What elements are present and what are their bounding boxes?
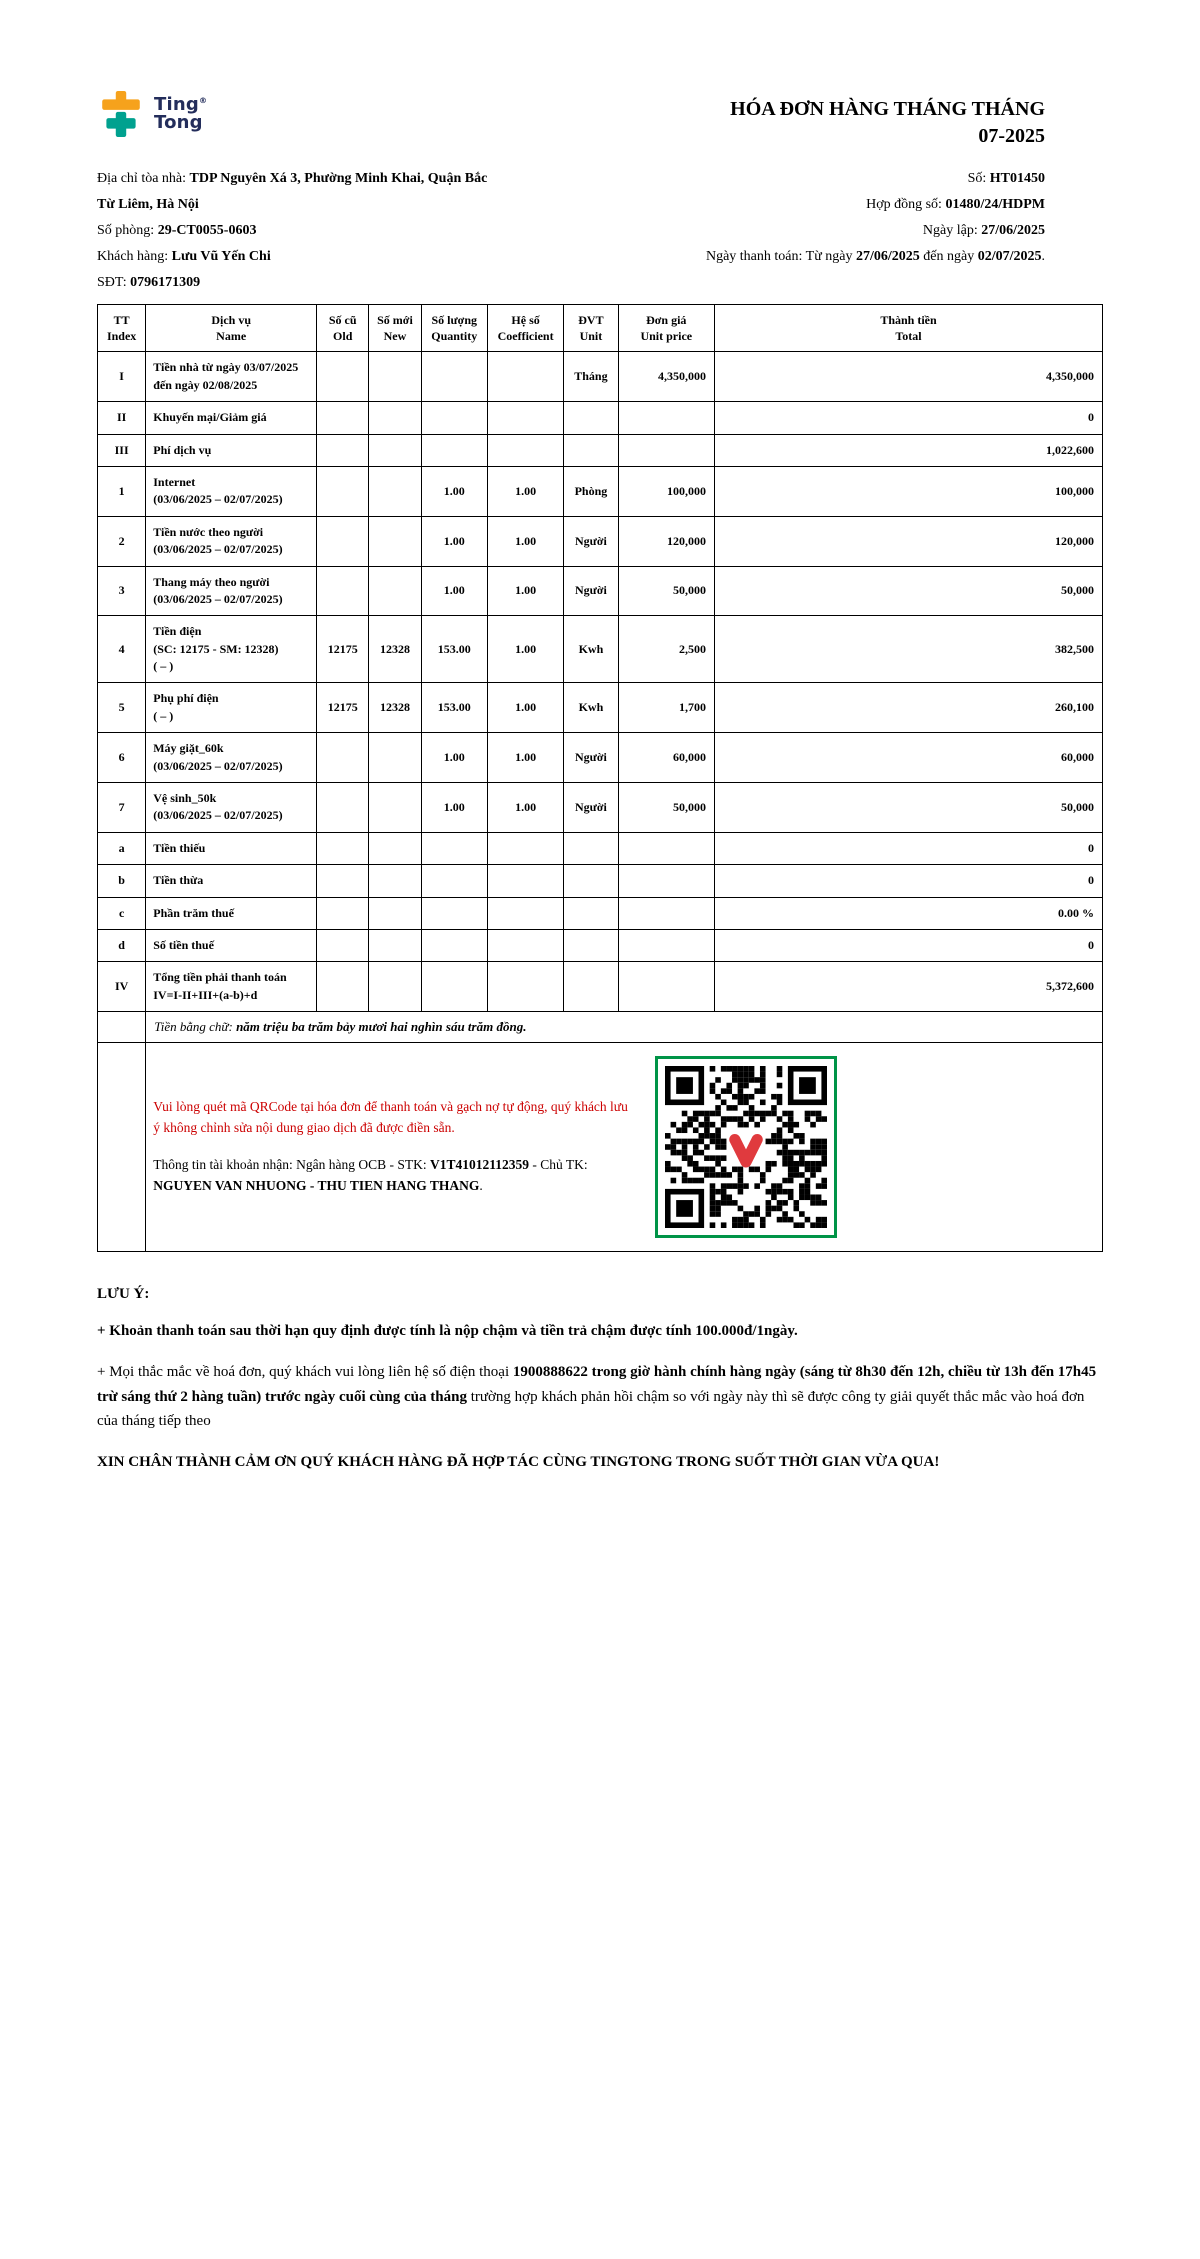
cell-num <box>317 434 369 466</box>
cell-tt: 6 <box>98 733 146 783</box>
table-row <box>98 566 1103 616</box>
table-row <box>98 832 1103 864</box>
cell-num: 1.00 <box>421 783 487 833</box>
cell-name: Tiền nhà từ ngày 03/07/2025 đến ngày 02/08/2025 <box>146 352 317 402</box>
cell-unit: Người <box>564 733 618 783</box>
cell-total: 0.00 % <box>715 897 1103 929</box>
cell-num <box>369 733 421 783</box>
cell-num: 12328 <box>369 683 421 733</box>
cell-unit: Người <box>564 783 618 833</box>
brand-line-1: Ting® <box>154 93 208 115</box>
table-header <box>98 305 1103 352</box>
cell-name: Số tiền thuế <box>146 929 317 961</box>
column-header: Số mới New <box>369 305 421 352</box>
info-line: Hợp đồng số: 01480/24/HDPM <box>866 197 1045 212</box>
cell-tt: d <box>98 929 146 961</box>
header-right <box>507 166 1103 296</box>
cell-total: 4,350,000 <box>715 352 1103 402</box>
cell-num: 1.00 <box>487 616 563 683</box>
cell-num <box>487 832 563 864</box>
cell-unit: Kwh <box>564 683 618 733</box>
cell-num <box>369 352 421 402</box>
cell-price <box>618 402 714 434</box>
cell-unit <box>564 962 618 1012</box>
cell-total: 382,500 <box>715 616 1103 683</box>
column-header: Thành tiền Total <box>715 305 1103 352</box>
cell-total: 5,372,600 <box>715 962 1103 1012</box>
cell-num <box>421 865 487 897</box>
cell-num <box>317 402 369 434</box>
cell-unit: Người <box>564 516 618 566</box>
cell-num <box>421 402 487 434</box>
qr-code-image <box>665 1066 827 1228</box>
cell-unit: Kwh <box>564 616 618 683</box>
cell-num <box>317 352 369 402</box>
cell-num <box>317 897 369 929</box>
cell-unit <box>564 897 618 929</box>
cell-unit <box>564 832 618 864</box>
cell-num <box>421 962 487 1012</box>
page-header <box>97 90 1103 150</box>
qr-texts <box>153 1097 633 1197</box>
column-header: Đơn giá Unit price <box>618 305 714 352</box>
info-line: SĐT: 0796171309 <box>97 275 201 290</box>
cell-price <box>618 929 714 961</box>
cell-tt: I <box>98 352 146 402</box>
cell-num <box>369 929 421 961</box>
cell-total: 50,000 <box>715 566 1103 616</box>
cell-tt: II <box>98 402 146 434</box>
cell-price: 100,000 <box>618 466 714 516</box>
note-item: + Mọi thắc mắc về hoá đơn, quý khách vui lòng liên hệ số điện thoại 1900888622 trong giờ hành chính hàng ngày (sáng từ 8h30 đến 12h, chiều từ 13h đến 17h45 trừ sáng thứ 2 hàng tuần) trước ngày cuối cùng của tháng trường hợp khách phản hồi chậm so với ngày này thì sẽ được công ty giải quyết thắc mắc vào hoá đơn của tháng tiếp theo <box>97 1363 1097 1430</box>
table-row <box>98 516 1103 566</box>
table-row <box>98 683 1103 733</box>
cell-total: 60,000 <box>715 733 1103 783</box>
cell-num <box>317 832 369 864</box>
cell-num: 1.00 <box>421 733 487 783</box>
cell-price: 50,000 <box>618 566 714 616</box>
cell-unit <box>564 865 618 897</box>
cell-tt: b <box>98 865 146 897</box>
table-row <box>98 897 1103 929</box>
cell-unit: Người <box>564 566 618 616</box>
cell-name: Tiền nước theo người (03/06/2025 – 02/07/2025) <box>146 516 317 566</box>
cell-num <box>369 865 421 897</box>
qr-cell <box>146 1043 1103 1252</box>
cell-num <box>487 402 563 434</box>
cell-tt: a <box>98 832 146 864</box>
cell-num <box>369 566 421 616</box>
cell-num <box>487 865 563 897</box>
cell-name: Tiền thừa <box>146 865 317 897</box>
cell-num <box>421 897 487 929</box>
cell-total: 120,000 <box>715 516 1103 566</box>
cell-num <box>421 929 487 961</box>
table-row <box>98 352 1103 402</box>
cell-num <box>487 897 563 929</box>
cell-name: Tiền điện (SC: 12175 - SM: 12328) ( – ) <box>146 616 317 683</box>
column-header: Dịch vụ Name <box>146 305 317 352</box>
cell-tt: IV <box>98 962 146 1012</box>
cell-price: 120,000 <box>618 516 714 566</box>
cell-num: 1.00 <box>487 683 563 733</box>
brand-wordmark <box>154 93 208 133</box>
table-row <box>98 466 1103 516</box>
cell-name: Máy giặt_60k (03/06/2025 – 02/07/2025) <box>146 733 317 783</box>
cell-tt: 1 <box>98 466 146 516</box>
cell-name: Phí dịch vụ <box>146 434 317 466</box>
cell-tt: III <box>98 434 146 466</box>
cell-unit: Phòng <box>564 466 618 516</box>
cell-num <box>369 832 421 864</box>
cell-name: Tiền thiếu <box>146 832 317 864</box>
info-line: Ngày thanh toán: Từ ngày 27/06/2025 đến ngày 02/07/2025. <box>705 249 1045 264</box>
cell-name: Khuyến mại/Giảm giá <box>146 402 317 434</box>
cell-tt: 7 <box>98 783 146 833</box>
qr-code <box>655 1056 837 1238</box>
cell-num <box>421 434 487 466</box>
cell-num <box>317 865 369 897</box>
info-line: Địa chỉ tòa nhà: TDP Nguyên Xá 3, Phường Minh Khai, Quận Bắc Từ Liêm, Hà Nội <box>97 171 488 212</box>
cell-num <box>317 733 369 783</box>
cell-num <box>421 832 487 864</box>
cell-empty <box>98 1012 146 1043</box>
cell-price <box>618 962 714 1012</box>
cell-total: 0 <box>715 832 1103 864</box>
cell-tt: 4 <box>98 616 146 683</box>
table-row <box>98 865 1103 897</box>
info-line: Số phòng: 29-CT0055-0603 <box>97 223 257 238</box>
tingtong-logo-icon <box>97 90 145 138</box>
cell-name: Thang máy theo người (03/06/2025 – 02/07/2025) <box>146 566 317 616</box>
cell-name: Phụ phí điện ( – ) <box>146 683 317 733</box>
cell-price <box>618 897 714 929</box>
cell-price <box>618 832 714 864</box>
cell-price: 1,700 <box>618 683 714 733</box>
cell-tt: 5 <box>98 683 146 733</box>
cell-num <box>369 897 421 929</box>
brand-logo <box>97 90 207 138</box>
table-row <box>98 929 1103 961</box>
cell-empty <box>98 1043 146 1252</box>
qr-row <box>98 1043 1103 1252</box>
header-info <box>97 166 1103 296</box>
cell-num <box>317 962 369 1012</box>
header-left <box>97 166 507 296</box>
column-header: Số lượng Quantity <box>421 305 487 352</box>
cell-total: 50,000 <box>715 783 1103 833</box>
cell-name: Internet (03/06/2025 – 02/07/2025) <box>146 466 317 516</box>
table-row <box>98 616 1103 683</box>
column-header: ĐVT Unit <box>564 305 618 352</box>
cell-total: 100,000 <box>715 466 1103 516</box>
cell-tt: 3 <box>98 566 146 616</box>
cell-num <box>317 566 369 616</box>
cell-total: 0 <box>715 929 1103 961</box>
cell-num: 12328 <box>369 616 421 683</box>
invoice-title: HÓA ĐƠN HÀNG THÁNG THÁNG 07-2025 <box>730 98 1045 147</box>
cell-num: 1.00 <box>421 566 487 616</box>
cell-total: 260,100 <box>715 683 1103 733</box>
cell-num <box>317 783 369 833</box>
info-line: Khách hàng: Lưu Vũ Yến Chi <box>97 249 271 264</box>
cell-num <box>369 516 421 566</box>
registered-mark: ® <box>198 95 208 105</box>
cell-price: 4,350,000 <box>618 352 714 402</box>
cell-price: 60,000 <box>618 733 714 783</box>
note-item: + Khoản thanh toán sau thời hạn quy định được tính là nộp chậm và tiền trả chậm được tính 100.000đ/1ngày. <box>97 1323 798 1340</box>
cell-tt: c <box>98 897 146 929</box>
table-body <box>98 352 1103 1012</box>
notes-section <box>97 1286 1103 1475</box>
column-header: Số cũ Old <box>317 305 369 352</box>
cell-unit <box>564 402 618 434</box>
cell-num: 153.00 <box>421 683 487 733</box>
table-row <box>98 402 1103 434</box>
table-row <box>98 434 1103 466</box>
cell-num <box>317 929 369 961</box>
cell-num <box>421 352 487 402</box>
cell-name: Vệ sinh_50k (03/06/2025 – 02/07/2025) <box>146 783 317 833</box>
table-row <box>98 733 1103 783</box>
brand-line-2: Tong <box>154 112 203 133</box>
cell-num <box>487 434 563 466</box>
info-line: Số: HT01450 <box>967 171 1045 186</box>
notes-list <box>97 1319 1103 1475</box>
cell-num: 1.00 <box>487 566 563 616</box>
column-header: TT Index <box>98 305 146 352</box>
cell-num: 12175 <box>317 616 369 683</box>
table-row <box>98 783 1103 833</box>
cell-unit: Tháng <box>564 352 618 402</box>
cell-price <box>618 434 714 466</box>
cell-num <box>317 466 369 516</box>
notes-heading: LƯU Ý: <box>97 1286 150 1303</box>
note-item: XIN CHÂN THÀNH CẢM ƠN QUÝ KHÁCH HÀNG ĐÃ HỢP TÁC CÙNG TINGTONG TRONG SUỐT THỜI GIAN VỪA QUA! <box>97 1454 940 1471</box>
cell-num: 12175 <box>317 683 369 733</box>
cell-num: 1.00 <box>487 466 563 516</box>
cell-unit <box>564 434 618 466</box>
cell-price <box>618 865 714 897</box>
info-line: Ngày lập: 27/06/2025 <box>922 223 1045 238</box>
amount-in-words <box>146 1012 1103 1043</box>
table-footer <box>98 1012 1103 1252</box>
qr-instruction-text: Vui lòng quét mã QRCode tại hóa đơn để thanh toán và gạch nợ tự động, quý khách lưu ý không chỉnh sửa nội dung giao dịch đã được điền sẵn. <box>153 1099 628 1136</box>
column-header: Hệ số Coefficient <box>487 305 563 352</box>
cell-num: 1.00 <box>421 516 487 566</box>
cell-total: 0 <box>715 865 1103 897</box>
invoice-table <box>97 304 1103 1252</box>
cell-num: 1.00 <box>487 783 563 833</box>
cell-total: 0 <box>715 402 1103 434</box>
cell-num <box>369 402 421 434</box>
cell-name: Phần trăm thuế <box>146 897 317 929</box>
cell-num <box>369 962 421 1012</box>
amount-in-words-row <box>98 1012 1103 1043</box>
cell-num: 1.00 <box>487 516 563 566</box>
qr-section <box>149 1050 1099 1244</box>
amount-in-words-label: Tiền bằng chữ: <box>154 1019 237 1035</box>
table-header-row <box>98 305 1103 352</box>
table-row <box>98 962 1103 1012</box>
cell-tt: 2 <box>98 516 146 566</box>
cell-num: 153.00 <box>421 616 487 683</box>
cell-price: 2,500 <box>618 616 714 683</box>
amount-in-words-value: năm triệu ba trăm bảy mươi hai nghìn sáu trăm đồng. <box>236 1019 527 1035</box>
cell-num: 1.00 <box>487 733 563 783</box>
cell-num: 1.00 <box>421 466 487 516</box>
cell-num <box>487 929 563 961</box>
cell-num <box>487 352 563 402</box>
account-info-text: Thông tin tài khoản nhận: Ngân hàng OCB - STK: V1T41012112359 - Chủ TK: NGUYEN VAN NHUONG - THU TIEN HANG THANG. <box>153 1157 588 1194</box>
cell-num <box>487 962 563 1012</box>
cell-name: Tổng tiền phải thanh toán IV=I-II+III+(a-b)+d <box>146 962 317 1012</box>
cell-price: 50,000 <box>618 783 714 833</box>
cell-total: 1,022,600 <box>715 434 1103 466</box>
cell-num <box>317 516 369 566</box>
cell-unit <box>564 929 618 961</box>
cell-num <box>369 783 421 833</box>
cell-num <box>369 434 421 466</box>
cell-num <box>369 466 421 516</box>
